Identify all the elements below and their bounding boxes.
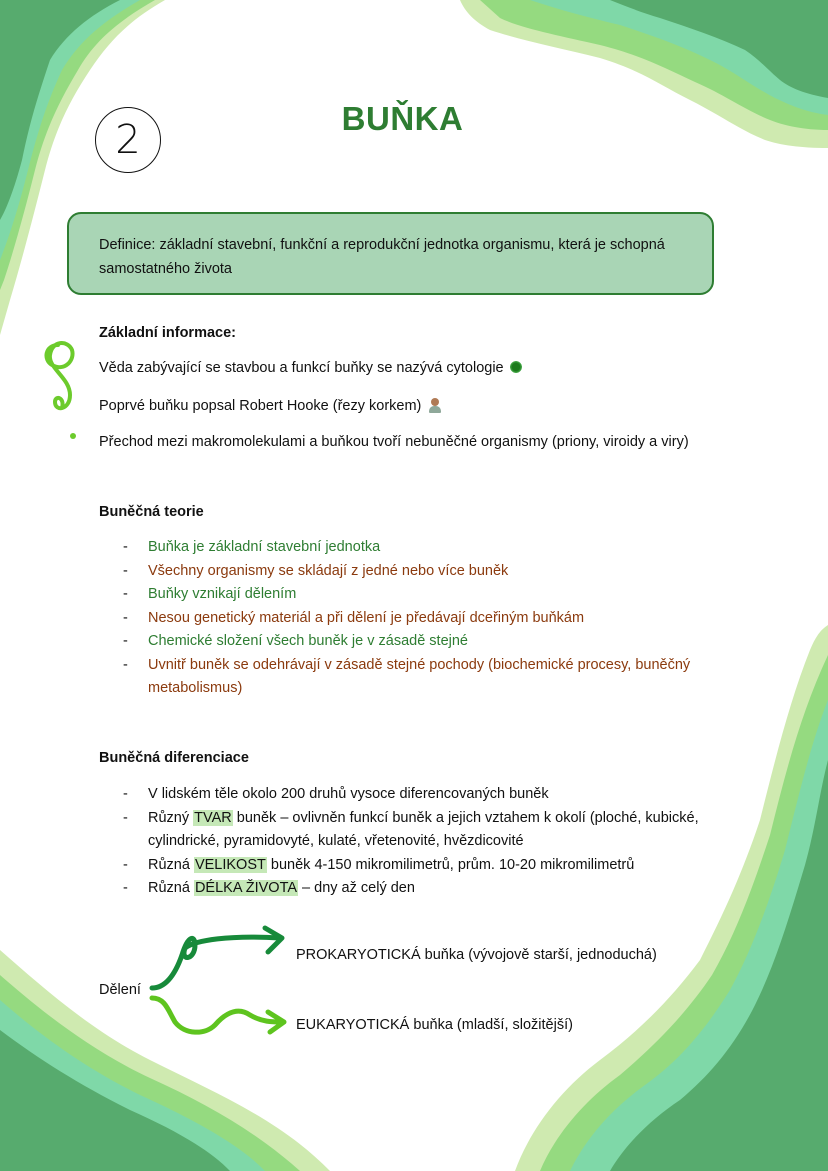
- list-item: - Nesou genetický materiál a při dělení je předávají dceřiným buňkám: [123, 609, 585, 626]
- page-title: BUŇKA: [341, 100, 464, 137]
- list-item: - Buňky vznikají dělením: [123, 586, 297, 602]
- arrow-eukaryotic: [152, 998, 282, 1032]
- virus-icon: [510, 361, 522, 373]
- cell-theory-list: [0, 536, 828, 701]
- scientist-icon: [429, 398, 441, 413]
- basic-info-line: Poprvé buňku popsal Robert Hooke (řezy korkem): [99, 398, 441, 414]
- cell-theory-heading: Buněčná teorie: [99, 504, 204, 520]
- list-item: - Chemické složení všech buněk je v zásadě stejné: [123, 633, 468, 649]
- definition-text: Definice: základní stavební, funkční a reprodukční jednotka organismu, která je schopná samostatného života: [99, 237, 665, 277]
- question-dot: [70, 433, 76, 439]
- list-item: - Uvnitř buněk se odehrávají v zásadě stejné pochody (biochemické procesy, buněčný metabolismus): [123, 656, 691, 696]
- arrow-prokaryotic: [152, 937, 280, 988]
- list-item: - V lidském těle okolo 200 druhů vysoce diferencovaných buněk: [123, 786, 549, 802]
- basic-info-line: Přechod mezi makromolekulami a buňkou tvoří nebuněčné organismy (priony, viroidy a viry): [99, 434, 689, 450]
- prokaryotic-label: PROKARYOTICKÁ buňka (vývojově starší, jednoduchá): [296, 947, 657, 963]
- list-item: - Buňka je základní stavební jednotka: [123, 539, 381, 555]
- question-squiggle: [46, 343, 72, 408]
- highlight-size: VELIKOST: [194, 856, 266, 873]
- list-item: - Různá VELIKOST buněk 4-150 mikromilimetrů, prům. 10-20 mikromilimetrů: [123, 856, 635, 873]
- definition-box: [67, 212, 714, 295]
- division-label: Dělení: [99, 982, 141, 998]
- differentiation-heading: Buněčná diferenciace: [99, 750, 249, 766]
- differentiation-list: [0, 783, 828, 901]
- highlight-shape: TVAR: [194, 809, 232, 826]
- highlight-lifespan: DÉLKA ŽIVOTA: [194, 880, 298, 896]
- basic-info-line: Věda zabývající se stavbou a funkcí buňky se nazývá cytologie: [99, 360, 522, 376]
- page-number: 2: [115, 117, 141, 163]
- basic-info-heading: Základní informace:: [99, 325, 236, 341]
- list-item: - Různý TVAR buněk – ovlivněn funkcí buněk a jejich vztahem k okolí (ploché, kubické, cylindrické, pyramidovyté, kulaté, vřetenovité, hvězdicovité: [123, 809, 699, 849]
- eukaryotic-label: EUKARYOTICKÁ buňka (mladší, složitější): [296, 1017, 573, 1033]
- list-item: - Různá DÉLKA ŽIVOTA – dny až celý den: [123, 880, 415, 896]
- list-item: - Všechny organismy se skládají z jedné nebo více buněk: [123, 562, 509, 579]
